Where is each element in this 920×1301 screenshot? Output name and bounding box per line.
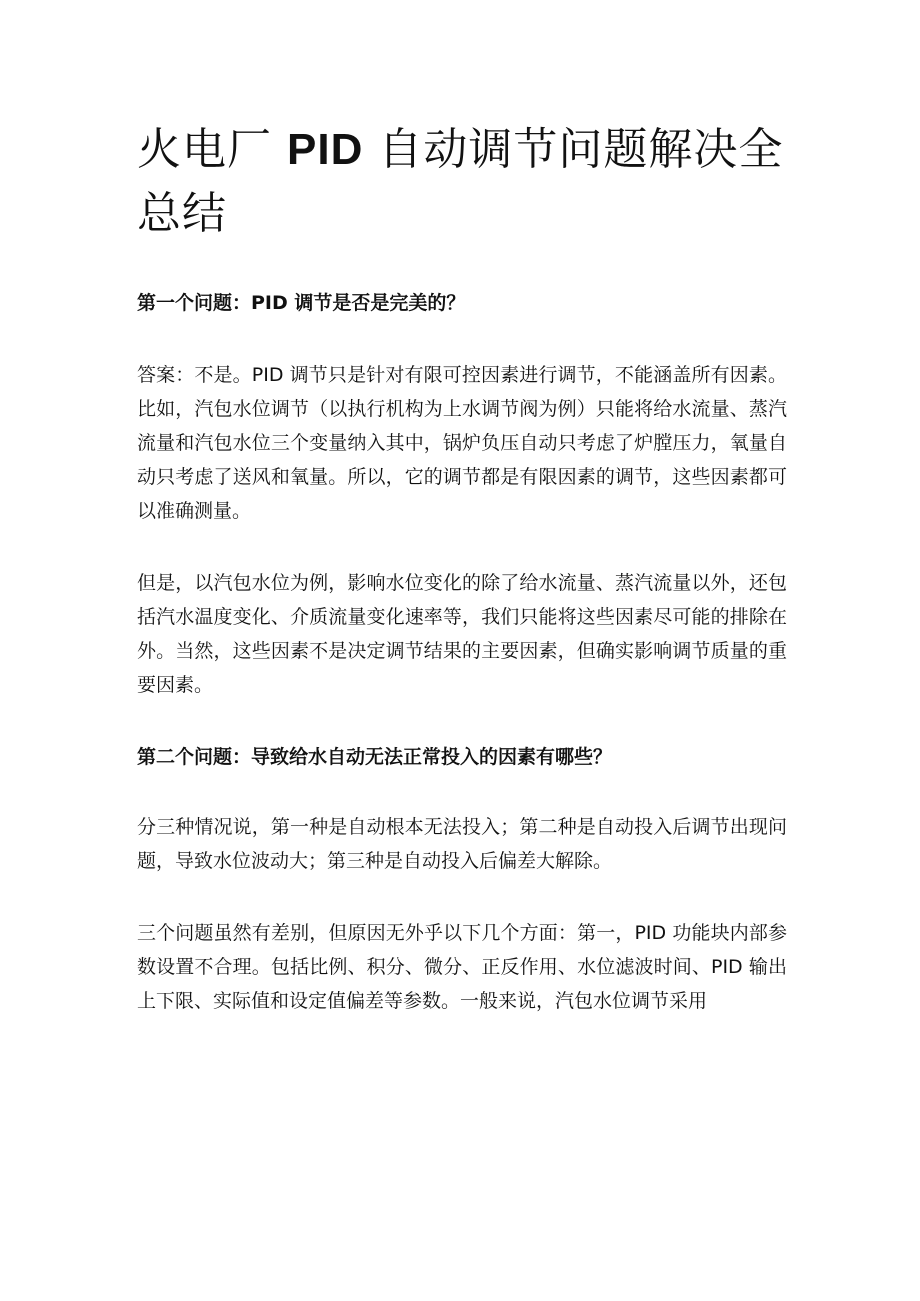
section-1-paragraph-2: 但是，以汽包水位为例，影响水位变化的除了给水流量、蒸汽流量以外，还包括汽水温度变化、介质流量变化速率等，我们只能将这些因素尽可能的排除在外。当然，这些因素不是决定调节结果的主要因素，但确实影响调节质量的重要因素。 — [137, 572, 787, 696]
section-2-paragraph-2: 三个问题虽然有差别，但原因无外乎以下几个方面：第一，PID 功能块内部参数设置不合理。包括比例、积分、微分、正反作用、水位滤波时间、PID 输出上下限、实际值和设定值偏差等参数。一般来说，汽包水位调节采用 — [137, 922, 787, 1012]
title-part-2: 自动调节问题解决全总结 — [137, 124, 784, 239]
section-2-paragraph-1: 分三种情况说，第一种是自动根本无法投入；第二种是自动投入后调节出现问题，导致水位波动大；第三种是自动投入后偏差大解除。 — [137, 816, 787, 872]
title-part-1: 火电厂 — [137, 124, 287, 175]
document-page — [137, 118, 787, 1018]
section-2-heading: 第二个问题：导致给水自动无法正常投入的因素有哪些？ — [137, 746, 613, 768]
section-1-paragraph-1: 答案：不是。PID 调节只是针对有限可控因素进行调节，不能涵盖所有因素。比如，汽包水位调节（以执行机构为上水调节阀为例）只能将给水流量、蒸汽流量和汽包水位三个变量纳入其中，锅炉负压自动只考虑了炉膛压力，氧量自动只考虑了送风和氧量。所以，它的调节都是有限因素的调节，这些因素都可以准确测量。 — [137, 364, 787, 522]
document-title — [137, 118, 787, 246]
section-1-heading: 第一个问题：PID 调节是否是完美的？ — [137, 292, 466, 314]
title-latin: PID — [287, 125, 364, 174]
